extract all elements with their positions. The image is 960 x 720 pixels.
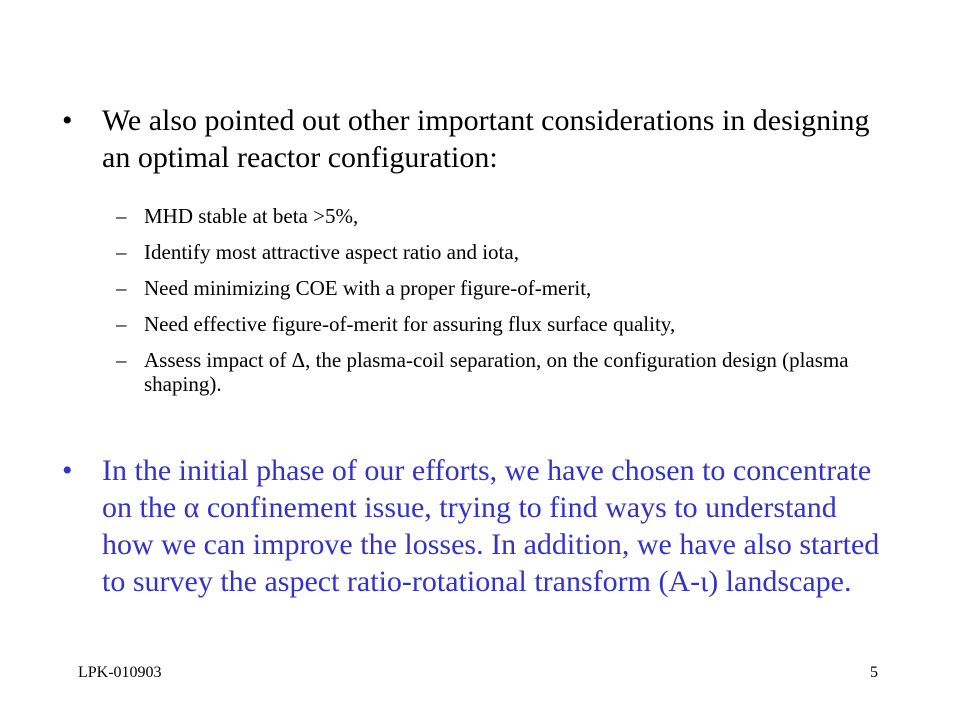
sub-bullet-item: [116, 240, 906, 264]
dash-marker: –: [116, 204, 127, 228]
page-number: 5: [870, 664, 878, 681]
sub-bullet-item: [116, 276, 906, 300]
bullet-marker: •: [62, 454, 73, 487]
dash-marker: –: [116, 312, 127, 336]
dash-marker: –: [116, 240, 127, 264]
sub-bullet-text: Need effective figure-of-merit for assuring flux surface quality,: [144, 312, 676, 336]
sub-bullet-text: MHD stable at beta >5%,: [144, 204, 359, 228]
sub-bullet-item: [116, 312, 906, 336]
sub-bullet-item: [116, 204, 906, 228]
sub-bullet-item: [116, 348, 906, 396]
dash-marker: –: [116, 348, 127, 372]
bullet-text: In the initial phase of our efforts, we have chosen to concentrate on the α confinement issue, trying to find ways to understand how we can improve the losses. In addition, we have also started to survey the aspect ratio-rotational transform (A-ι) landscape.: [102, 454, 880, 598]
sub-bullet-text: Assess impact of Δ, the plasma-coil separation, on the configuration design (plasma shaping).: [144, 348, 849, 396]
sub-bullet-list: [116, 204, 906, 408]
footer-identifier: LPK-010903: [78, 664, 162, 681]
bullet-item-considerations: [62, 102, 882, 182]
bullet-marker: •: [62, 104, 73, 137]
dash-marker: –: [116, 276, 127, 300]
bullet-text: We also pointed out other important considerations in designing an optimal reactor configuration:: [102, 104, 870, 174]
sub-bullet-text: Need minimizing COE with a proper figure-of-merit,: [144, 276, 592, 300]
bullet-item-initial-phase: [62, 452, 882, 637]
sub-bullet-text: Identify most attractive aspect ratio and iota,: [144, 240, 519, 264]
